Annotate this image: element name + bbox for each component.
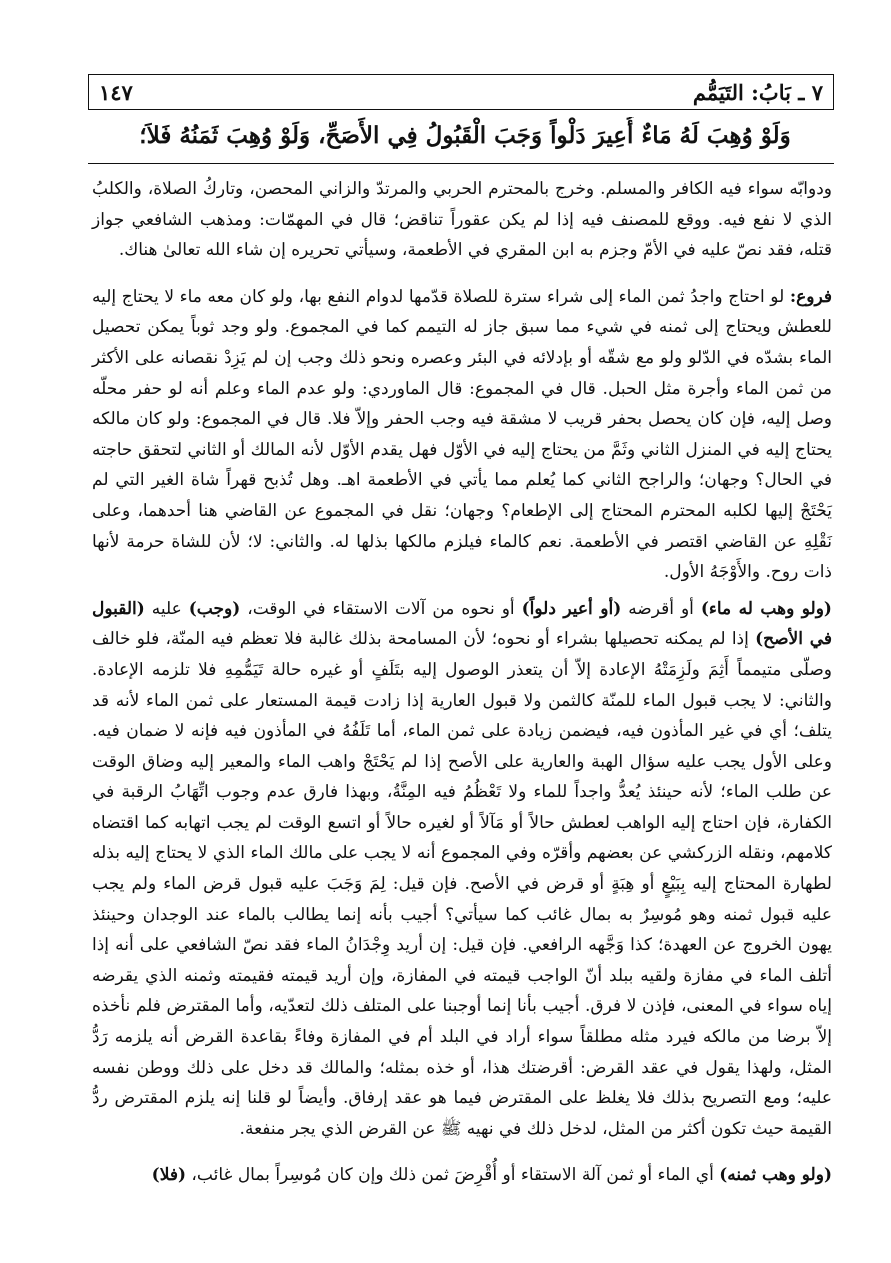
matn-quote: (فلا) (151, 1165, 187, 1186)
commentary-body (92, 174, 832, 1191)
commentary-text: عليه (144, 598, 189, 619)
commentary-text: أو أقرضه (621, 598, 701, 619)
matn-quote: (ولو وهب له ماء) (700, 598, 832, 619)
matn-quote: (أو أعير دلواً) (521, 598, 622, 619)
paragraph-continuation: ودوابّه سواء فيه الكافر والمسلم. وخرج بالمحترم الحربي والمرتدّ والزاني المحصن، وتاركُ الصلاة، والكلبُ الذي لا نفع فيه. ووقع للمصنف فيه إذا لم يكن عقوراً تناقض؛ قال في المهمّات: ومذهب الشافعي جواز قتله، فقد نصّ عليه في الأمّ وجزم به ابن المقري في الأطعمة، وسيأتي تحريره إن شاء الله تعالىٰ هناك. (92, 179, 832, 261)
matn-quote: (وجب) (188, 598, 241, 619)
paragraph-gift-water (92, 594, 832, 1145)
divider-rule (88, 163, 834, 164)
furu-text: لو احتاج واجدُ ثمن الماء إلى شراء سترة للصلاة قدّمها لدوام النفع بها، ولو كان معه ماء لا يحتاج إليه للعطش ويحتاج إلى ثمنه في شيء مما سبق جاز له التيمم كما في المجموع. ولو وجد ثوباً يمكن تحصيل الماء بشدّه في الدّلو ولو مع شقّه أو بإدلائه في البئر وعصره ونحو ذلك وجب إن لم يَزِدْ نقصانه على الأكثر من ثمن الماء وأجرة مثل الحبل. قال في المجموع: قال الماوردي: ولو عدم الماء وعلم أنه لو حفر محلّه وصل إليه، فإن كان يحصل بحفر قريب لا مشقة فيه وجب الحفر وإلاّ فلا. قال في المجموع: ولو كان مالكه يحتاج إليه في المنزل الثاني وثَمَّ من يحتاج إليه في الأوّل فهل يقدم الأوّل لأنه المالك أو الثاني لتحقق حاجته في الحال؟ وجهان؛ والراجح الثاني كما يُعلم مما يأتي في الأطعمة اهـ. وهل تُذبح قهراً شاة الغير التي لم يَحْتَجْ إليها لكلبه المحترم المحتاج إلى الإطعام؟ وجهان؛ نقل في المجموع عن القاضي هنا أحدهما، وعلى نَقْلِهِ عن القاضي اقتصر في الأطعمة. نعم كالماء فيلزم مالكها بذلها له. والثاني: لا؛ لأن للشاة حرمة لأنها ذات روح. والأَوْجَهُ الأول. (92, 286, 832, 583)
running-header (88, 74, 834, 110)
furu-label: فروع: (789, 286, 832, 307)
commentary-text: أو نحوه من آلات الاستقاء في الوقت، (240, 598, 522, 619)
paragraph-furu (92, 282, 832, 588)
commentary-text: إذا لم يمكنه تحصيلها بشراء أو نحوه؛ لأن المسامحة بذلك غالبة فلا تعظم فيه المنّة، فلو خالف وصلّى متيمماً أَثِمَ ولَزِمَتْهُ الإعادة إلاّ أن يتعذر الوصول إليه بتَلَفٍ أو غيره حالة تَيَمُّمِهِ فلا تلزمه الإعادة. والثاني: لا يجب قبول الماء للمنّة كالثمن ولا قبول العارية إذا زادت قيمة المستعار على ثمن الماء لأنه قد يتلف؛ أي في غير المأذون فيه، فيضمن زيادة على ثمن الماء، أما تَلَفُهُ في المأذون فيه فإنه لا ضمان فيه. وعلى الأول يجب عليه سؤال الهبة والعارية على الأصح إذا لم يَحْتَجْ واهب الماء والمعير إليه وضاق الوقت عن طلب الماء؛ لأنه حينئذ يُعدُّ واجداً للماء ولا تَعْظُمُ فيه المِنَّةُ، وبهذا فارق عدم وجوب اتِّهَابُ الرقبة في الكفارة، فإن احتاج إليه الواهب لعطش حالاً أو مَآلاً أو لغيره حالاً أو اتسع الوقت لم يجب اتهابه كما اقتضاه كلامهم، ونقله الزركشي عن بعضهم وأقرّه وفي المجموع أنه لا يجب على مالك الماء الذي لا يحتاج إليه بذله لطهارة المحتاج إليه بِبَيْعٍ أو هِبَةٍ أو قرض في الأصح. فإن قيل: لِمَ وَجَبَ عليه قبول قرض الماء ولم يجب عليه قبول ثمنه وهو مُوسِرٌ به بمال غائب كما سيأتي؟ أجيب بأنه إنما يطالب بالماء عند الوجدان وحينئذ يهون الخروج عن العهدة؛ كذا وَجَّهه الرافعي. فإن قيل: إن أريد وِجْدَانُ الماء فقد نصّ الشافعي على أنه إذا أتلف الماء في مفازة ولقيه ببلد أنّ الواجب قيمته في المفازة، وإن أريد قيمته فقيمته وثمنه الذي يقرضه إياه سواء في المعنى، فإذن لا فرق. أجيب بأنا إنما أوجبنا على المتلف ذلك لتعدّيه، وأما المقترض فلم نأخذه إلاّ برضا من مالكه فيرد مثله مطلقاً سواء أراد في البلد أم في المفازة وفاءً بقاعدة القرض أنه يلزمه رَدُّ المثل، ولهذا يقول في عقد القرض: أقرضتك هذا، أو خذه بمثله؛ والمالك قد دخل على ذلك ووطن نفسه عليه؛ ومع التصريح بذلك فلا يغلظ على المقترض فيما هو عقد إرفاق. وأيضاً لو قلنا إنه يلزم المقترض ردُّ القيمة حيث تكون أكثر من المثل، لدخل ذلك في نهيه ﷺ عن القرض الذي يجر منفعة. (92, 629, 832, 1139)
chapter-title: ٧ ـ بَابُ: التَيَمُّم (692, 79, 823, 105)
page-number: ١٤٧ (99, 79, 133, 105)
paragraph-gift-price (92, 1160, 832, 1191)
matn-text: وَلَوْ وُهِبَ لَهُ مَاءٌ أُعِيرَ دَلْواً وَجَبَ الْقَبُولُ فِي الأَصَحِّ، وَلَوْ وُهِبَ ثَمَنُهُ فَلاَ؛ (139, 122, 791, 149)
matn-quote: (ولو وهب ثمنه) (719, 1165, 832, 1186)
matn-quote: (القبول في الأصح) (92, 598, 832, 650)
commentary-text: أي الماء أو ثمن آلة الاستقاء أو أُقْرِضَ ثمن ذلك وإن كان مُوسِراً بمال غائب، (186, 1165, 720, 1186)
